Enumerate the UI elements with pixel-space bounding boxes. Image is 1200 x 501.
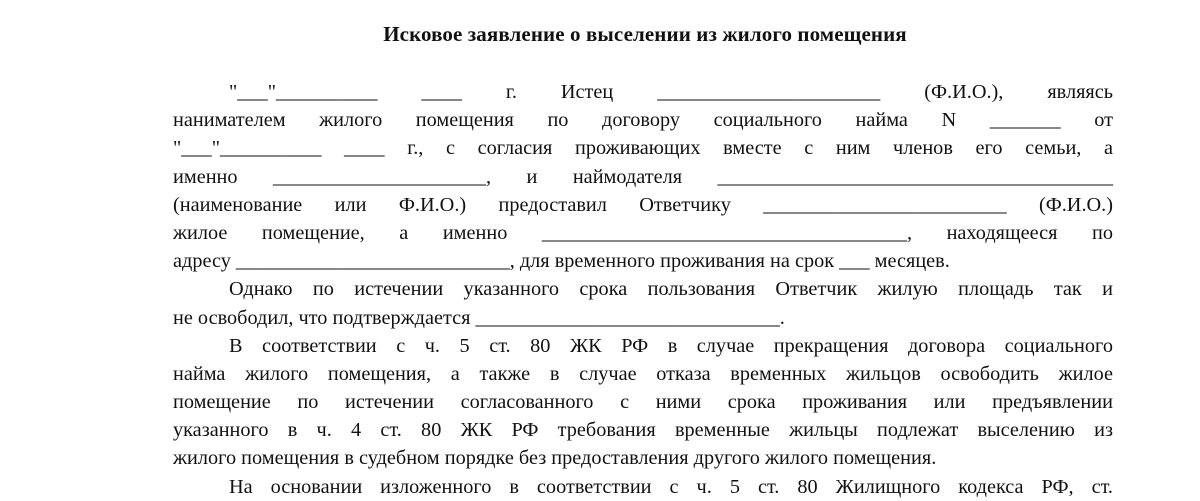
text-line: не освободил, что подтверждается ______________________________. bbox=[173, 306, 785, 329]
document-title: Исковое заявление о выселении из жилого помещения bbox=[383, 22, 907, 46]
text-line: "___"__________ ____ г. Истец ______________________ (Ф.И.О.), являясь bbox=[229, 81, 1113, 103]
text-line: "___"__________ ____ г., с согласия проживающих вместе с ним членов его семьи, а bbox=[173, 137, 1113, 160]
text-line: На основании изложенного в соответствии с ч. 5 ст. 80 Жилищного кодекса РФ, ст. bbox=[229, 475, 1113, 498]
text-line: В соответствии с ч. 5 ст. 80 ЖК РФ в случае прекращения договора социального bbox=[229, 334, 1113, 357]
text-line: найма жилого помещения, а также в случае отказа временных жильцов освободить жилое bbox=[173, 362, 1113, 385]
text-line: именно _____________________, и наймодателя _______________________________________ bbox=[173, 165, 1113, 188]
text-line: жилое помещение, а именно ____________________________________, находящееся по bbox=[173, 221, 1113, 244]
text-line: помещение по истечении согласованного с ними срока проживания или предъявлении bbox=[173, 391, 1113, 414]
text-line: жилого помещения в судебном порядке без предоставления другого жилого помещения. bbox=[173, 447, 937, 470]
document-body bbox=[173, 78, 1113, 501]
text-line: нанимателем жилого помещения по договору социального найма N _______ от bbox=[173, 109, 1113, 132]
text-line: адресу ___________________________, для временного проживания на срок ___ месяцев. bbox=[173, 250, 950, 273]
text-line: Однако по истечении указанного срока пользования Ответчик жилую площадь так и bbox=[229, 278, 1113, 301]
text-line: указанного в ч. 4 ст. 80 ЖК РФ требования временные жильцы подлежат выселению из bbox=[173, 419, 1113, 442]
text-line: (наименование или Ф.И.О.) предоставил Ответчику ________________________ (Ф.И.О.) bbox=[173, 193, 1113, 216]
